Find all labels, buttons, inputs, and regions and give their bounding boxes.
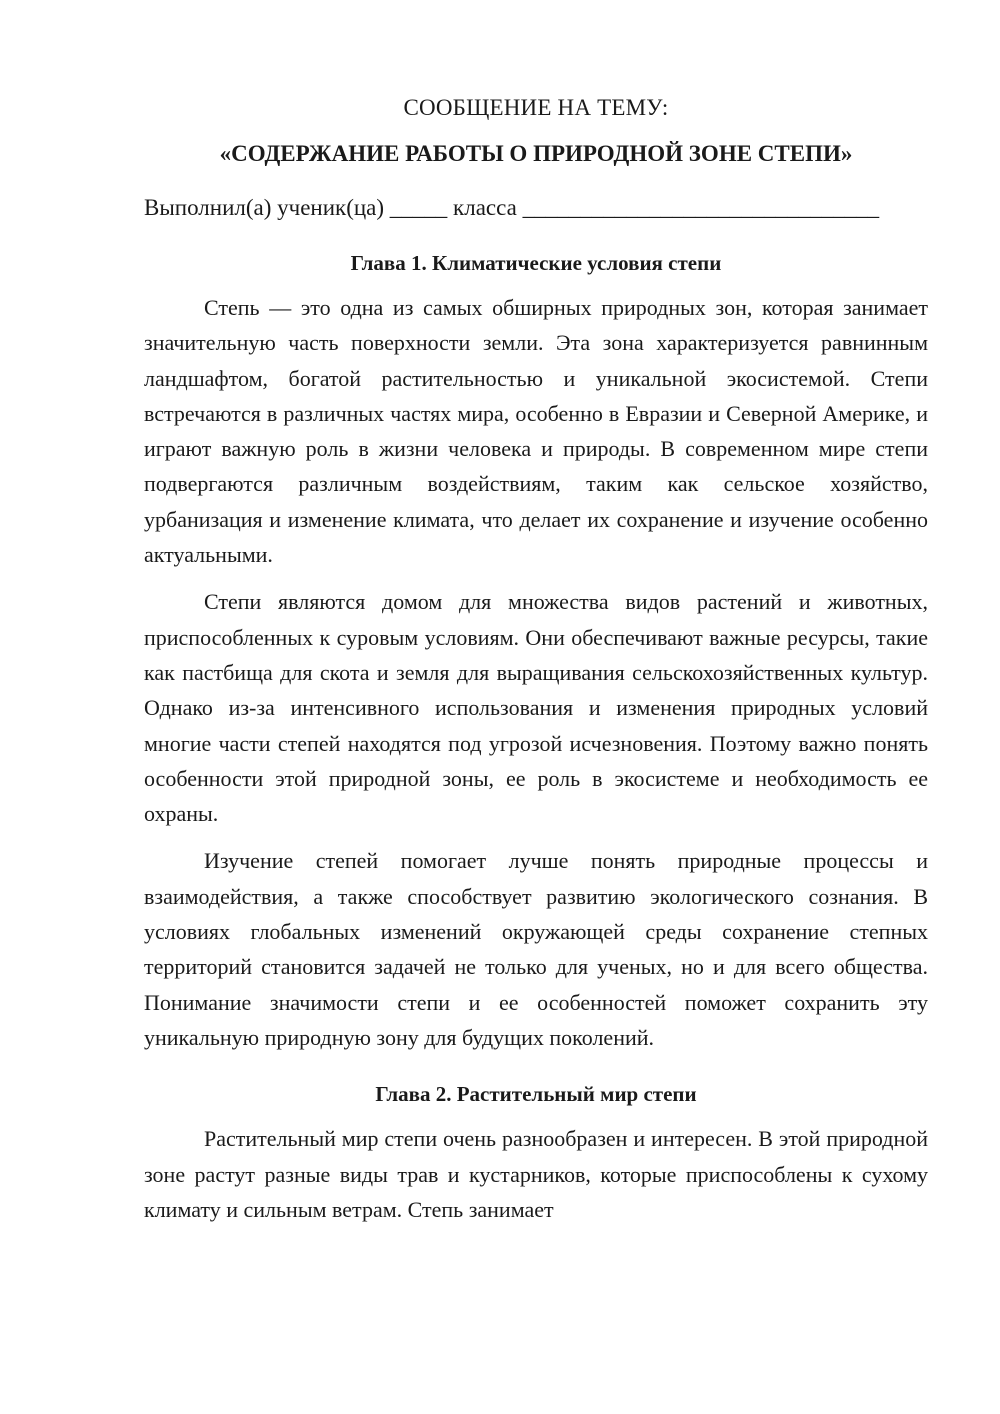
document-subtitle: СООБЩЕНИЕ НА ТЕМУ: [403, 95, 669, 120]
chapter-1-heading: Глава 1. Климатические условия степи [350, 251, 722, 275]
chapter-2-paragraph-1: Растительный мир степи очень разнообразен и интересен. В этой природной зоне растут разные виды трав и кустарников, которые приспособлены к сухому климату и сильным ветрам. Степь занимает [144, 1126, 928, 1222]
document-page [144, 92, 928, 1239]
author-line: Выполнил(а) ученик(ца) _____ класса _______________________________ [144, 195, 880, 220]
chapter-2-heading: Глава 2. Растительный мир степи [375, 1082, 697, 1107]
chapter-1-paragraph-1: Степь — это одна из самых обширных природных зон, которая занимает значительную часть поверхности земли. Эта зона характеризуется равнинным ландшафтом, богатой растительностью и уникальной экосистемой. Степи встречаются в различных частях мира, особенно в Евразии и Северной Америке, и играют важную роль в жизни человека и природы. В современном мире степи подвергаются различным воздействиям, таким как сельское хозяйство, урбанизация и изменение климата, что делает их сохранение и изучение особенно актуальными. [144, 295, 928, 568]
document-title: «СОДЕРЖАНИЕ РАБОТЫ О ПРИРОДНОЙ ЗОНЕ СТЕПИ» [219, 141, 853, 166]
chapter-1-paragraph-2: Степи являются домом для множества видов растений и животных, приспособленных к суровым условиям. Они обеспечивают важные ресурсы, такие как пастбища для скота и земля для выращивания сельскохозяйственных культур. Однако из-за интенсивного использования и изменения природных условий многие части степей находятся под угрозой исчезновения. Поэтому важно понять особенности этой природной зоны, ее роль в экосистеме и необходимость ее охраны. [144, 589, 928, 827]
chapter-1-paragraph-3: Изучение степей помогает лучше понять природные процессы и взаимодействия, а также способствует развитию экологического сознания. В условиях глобальных изменений окружающей среды сохранение степных территорий становится задачей не только для ученых, но и для всего общества. Понимание значимости степи и ее особенностей поможет сохранить эту уникальную природную зону для будущих поколений. [144, 848, 928, 1050]
